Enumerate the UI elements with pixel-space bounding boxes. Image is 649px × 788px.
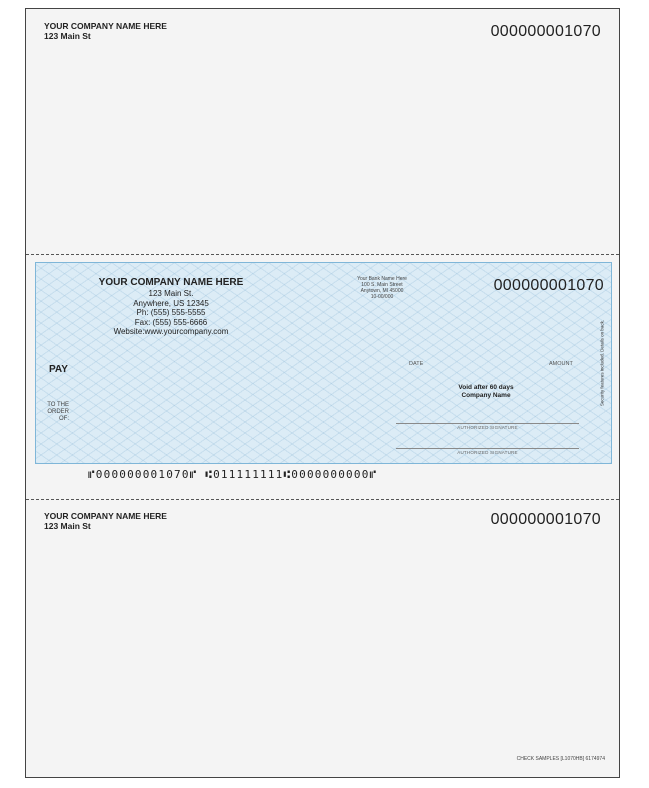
bank-street: 100 S. Main Street <box>361 282 403 288</box>
bank-block <box>346 276 418 300</box>
perforation-line-bottom <box>26 499 619 500</box>
check-number: 000000001070 <box>493 277 604 294</box>
security-notice: Security features included. Details on back. <box>599 319 605 407</box>
bottom-stub-check-number: 000000001070 <box>490 511 601 528</box>
company-phone: Ph: (555) 555-5555 <box>136 308 206 317</box>
company-block <box>96 277 246 337</box>
top-stub-check-number: 000000001070 <box>490 23 601 40</box>
order-label <box>43 402 69 423</box>
company-address: 123 Main St. <box>148 289 194 298</box>
signature-line-1 <box>396 423 579 424</box>
bottom-stub-address: 123 Main St <box>44 521 91 531</box>
pay-label: PAY <box>49 364 68 375</box>
check-sheet <box>25 8 620 778</box>
perforation-line-top <box>26 254 619 255</box>
order-line-2: ORDER <box>47 409 69 415</box>
signature-line-2 <box>396 448 579 449</box>
top-stub-address: 123 Main St <box>44 31 91 41</box>
company-city: Anywhere, US 12345 <box>133 298 209 308</box>
bank-city: Anytown, MI 45000 <box>360 288 404 294</box>
check-body <box>35 262 612 464</box>
company-name: YOUR COMPANY NAME HERE <box>98 277 244 288</box>
bank-name: Your Bank Name Here <box>357 276 407 282</box>
signature-label-1: AUTHORIZED SIGNATURE <box>457 425 518 430</box>
signature-label-2: AUTHORIZED SIGNATURE <box>457 450 518 455</box>
void-text: Void after 60 days <box>458 384 514 391</box>
void-notice <box>446 384 526 400</box>
bottom-stub-company-name: YOUR COMPANY NAME HERE <box>44 511 167 521</box>
date-label: DATE <box>409 361 424 367</box>
top-stub-company-name: YOUR COMPANY NAME HERE <box>44 21 167 31</box>
void-company: Company Name <box>461 392 511 399</box>
footer-code: CHECK SAMPLES [L1070HB] 6174974 <box>516 756 605 762</box>
company-website: Website:www.yourcompany.com <box>113 327 229 336</box>
order-line-1: TO THE <box>47 402 69 408</box>
company-fax: Fax: (555) 555-6666 <box>134 317 208 327</box>
bank-fraction: 10-00/000 <box>370 294 394 300</box>
order-line-3: OF: <box>59 416 69 422</box>
micr-line: ⑈000000001070⑈ ⑆011111111⑆0000000000⑈ <box>88 468 378 481</box>
amount-label: AMOUNT <box>549 361 573 367</box>
